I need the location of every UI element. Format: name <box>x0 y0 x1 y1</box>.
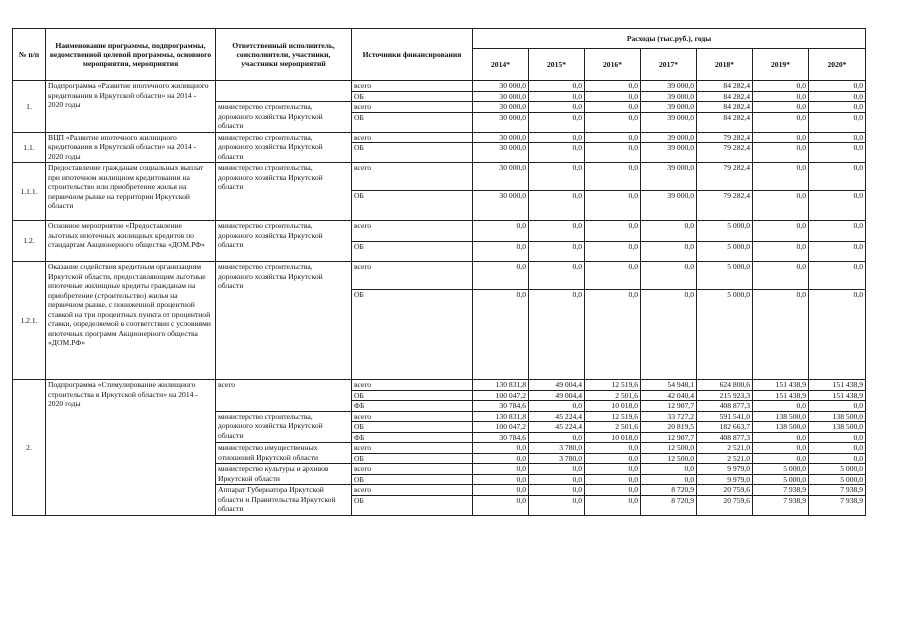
amount-cell: 30 000,0 <box>473 163 529 191</box>
amount-cell: 182 663,7 <box>697 422 753 433</box>
amount-cell: 12 519,6 <box>585 380 641 391</box>
amount-cell: 0,0 <box>585 262 641 290</box>
amount-cell: 0,0 <box>809 132 866 143</box>
amount-cell: 591 541,0 <box>697 411 753 422</box>
amount-cell: 100 047,2 <box>473 390 529 401</box>
amount-cell: 0,0 <box>529 91 585 102</box>
amount-cell: 0,0 <box>529 163 585 191</box>
row-number: 1. <box>13 81 46 133</box>
amount-cell: 45 224,4 <box>529 422 585 433</box>
funding-source: всего <box>352 221 473 242</box>
funding-source: ОБ <box>352 242 473 262</box>
expenses-table <box>12 28 866 516</box>
program-name: ВЦП «Развитие ипотечного жилищного кредитования в Иркутской области» на 2014 - 2020 годы <box>46 132 216 163</box>
amount-cell: 10 018,0 <box>585 401 641 412</box>
amount-cell: 2 521,0 <box>697 453 753 464</box>
amount-cell: 30 000,0 <box>473 132 529 143</box>
header-no: № п/п <box>13 29 46 81</box>
amount-cell: 0,0 <box>641 221 697 242</box>
amount-cell: 0,0 <box>753 453 809 464</box>
amount-cell: 30 000,0 <box>473 81 529 92</box>
amount-cell: 130 831,8 <box>473 411 529 422</box>
amount-cell: 0,0 <box>585 102 641 113</box>
header-year: 2014* <box>473 49 529 81</box>
amount-cell: 0,0 <box>753 191 809 221</box>
amount-cell: 30 000,0 <box>473 91 529 102</box>
amount-cell: 39 000,0 <box>641 112 697 132</box>
amount-cell: 0,0 <box>529 81 585 92</box>
amount-cell: 0,0 <box>641 242 697 262</box>
amount-cell: 151 438,9 <box>809 390 866 401</box>
amount-cell: 0,0 <box>473 495 529 515</box>
amount-cell: 0,0 <box>585 443 641 454</box>
amount-cell: 215 923,3 <box>697 390 753 401</box>
executor-cell: министерство строительства, дорожного хозяйства Иркутской области <box>216 132 352 163</box>
row-number: 2. <box>13 380 46 516</box>
amount-cell: 0,0 <box>753 443 809 454</box>
header-year: 2019* <box>753 49 809 81</box>
amount-cell: 39 000,0 <box>641 102 697 113</box>
amount-cell: 0,0 <box>753 432 809 443</box>
amount-cell: 5 000,0 <box>697 242 753 262</box>
funding-source: ОБ <box>352 91 473 102</box>
amount-cell: 130 831,8 <box>473 380 529 391</box>
amount-cell: 20 759,6 <box>697 495 753 515</box>
amount-cell: 0,0 <box>585 163 641 191</box>
program-name: Подпрограмма «Развитие ипотечного жилищного кредитования в Иркутской области» на 2014 - 2020 годы <box>46 81 216 133</box>
amount-cell: 79 282,4 <box>697 191 753 221</box>
amount-cell: 84 282,4 <box>697 91 753 102</box>
header-year: 2020* <box>809 49 866 81</box>
amount-cell: 0,0 <box>529 221 585 242</box>
program-name: Подпрограмма «Стимулирование жилищного строительства в Иркутской области» на 2014 - 2020 годы <box>46 380 216 516</box>
amount-cell: 0,0 <box>809 81 866 92</box>
funding-source: ОБ <box>352 474 473 485</box>
amount-cell: 151 438,9 <box>753 390 809 401</box>
funding-source: ОБ <box>352 422 473 433</box>
amount-cell: 0,0 <box>585 191 641 221</box>
amount-cell: 42 040,4 <box>641 390 697 401</box>
amount-cell: 0,0 <box>585 242 641 262</box>
table-row <box>13 81 866 92</box>
amount-cell: 0,0 <box>585 495 641 515</box>
amount-cell: 0,0 <box>809 432 866 443</box>
header-executor: Ответственный исполнитель, соисполнители, участники, участники мероприятий <box>216 29 352 81</box>
funding-source: всего <box>352 163 473 191</box>
executor-cell: всего <box>216 380 352 412</box>
funding-source: ОБ <box>352 143 473 163</box>
amount-cell: 0,0 <box>641 474 697 485</box>
funding-source: ОБ <box>352 290 473 380</box>
amount-cell: 138 500,0 <box>809 422 866 433</box>
row-number: 1.1. <box>13 132 46 163</box>
amount-cell: 0,0 <box>809 290 866 380</box>
amount-cell: 0,0 <box>585 290 641 380</box>
amount-cell: 39 000,0 <box>641 143 697 163</box>
amount-cell: 30 784,6 <box>473 401 529 412</box>
amount-cell: 9 979,0 <box>697 464 753 475</box>
budget-table-page <box>12 28 866 516</box>
executor-cell: министерство строительства, дорожного хозяйства Иркутской области <box>216 102 352 133</box>
amount-cell: 0,0 <box>473 242 529 262</box>
amount-cell: 0,0 <box>809 191 866 221</box>
table-row <box>13 221 866 242</box>
header-name: Наименование программы, подпрограммы, ведомственной целевой программы, основного мероприятия, мероприятия <box>46 29 216 81</box>
funding-source: всего <box>352 81 473 92</box>
amount-cell: 7 938,9 <box>809 495 866 515</box>
amount-cell: 0,0 <box>585 464 641 475</box>
header-year: 2016* <box>585 49 641 81</box>
amount-cell: 0,0 <box>529 485 585 496</box>
amount-cell: 30 784,6 <box>473 432 529 443</box>
funding-source: всего <box>352 132 473 143</box>
amount-cell: 0,0 <box>809 242 866 262</box>
amount-cell: 151 438,9 <box>809 380 866 391</box>
funding-source: всего <box>352 464 473 475</box>
amount-cell: 0,0 <box>753 81 809 92</box>
amount-cell: 0,0 <box>753 262 809 290</box>
executor-cell: министерство имущественных отношений Иркутской области <box>216 443 352 464</box>
amount-cell: 0,0 <box>809 262 866 290</box>
header-expenses: Расходы (тыс.руб.), годы <box>473 29 866 49</box>
amount-cell: 3 780,0 <box>529 453 585 464</box>
amount-cell: 2 521,0 <box>697 443 753 454</box>
amount-cell: 0,0 <box>809 443 866 454</box>
amount-cell: 12 500,0 <box>641 453 697 464</box>
program-name: Предоставление гражданам социальных выплат при ипотечном жилищном кредитовании на строительство или приобретение жилья на первичном рынке на территории Иркутской области <box>46 163 216 221</box>
amount-cell: 0,0 <box>809 401 866 412</box>
amount-cell: 0,0 <box>473 453 529 464</box>
amount-cell: 151 438,9 <box>753 380 809 391</box>
amount-cell: 0,0 <box>585 485 641 496</box>
header-year: 2017* <box>641 49 697 81</box>
amount-cell: 0,0 <box>753 143 809 163</box>
amount-cell: 0,0 <box>753 132 809 143</box>
amount-cell: 8 720,9 <box>641 485 697 496</box>
executor-cell <box>216 81 352 102</box>
row-number: 1.2.1. <box>13 262 46 380</box>
amount-cell: 5 000,0 <box>697 290 753 380</box>
amount-cell: 0,0 <box>529 102 585 113</box>
amount-cell: 0,0 <box>809 102 866 113</box>
amount-cell: 30 000,0 <box>473 143 529 163</box>
amount-cell: 0,0 <box>641 262 697 290</box>
funding-source: ФБ <box>352 401 473 412</box>
amount-cell: 49 004,4 <box>529 390 585 401</box>
row-number: 1.1.1. <box>13 163 46 221</box>
amount-cell: 39 000,0 <box>641 163 697 191</box>
amount-cell: 0,0 <box>585 453 641 464</box>
amount-cell: 84 282,4 <box>697 81 753 92</box>
funding-source: ОБ <box>352 390 473 401</box>
funding-source: ОБ <box>352 495 473 515</box>
amount-cell: 20 819,5 <box>641 422 697 433</box>
funding-source: всего <box>352 262 473 290</box>
header-year: 2018* <box>697 49 753 81</box>
amount-cell: 138 500,0 <box>753 422 809 433</box>
amount-cell: 0,0 <box>529 401 585 412</box>
amount-cell: 12 519,6 <box>585 411 641 422</box>
amount-cell: 5 000,0 <box>809 474 866 485</box>
header-year: 2015* <box>529 49 585 81</box>
funding-source: всего <box>352 380 473 391</box>
table-row <box>13 132 866 143</box>
executor-cell: министерство культуры и архивов Иркутской области <box>216 464 352 485</box>
amount-cell: 138 500,0 <box>809 411 866 422</box>
amount-cell: 3 780,0 <box>529 443 585 454</box>
funding-source: всего <box>352 411 473 422</box>
amount-cell: 0,0 <box>529 242 585 262</box>
table-row <box>13 163 866 191</box>
executor-cell: министерство строительства, дорожного хозяйства Иркутской области <box>216 262 352 380</box>
amount-cell: 49 004,4 <box>529 380 585 391</box>
amount-cell: 0,0 <box>753 290 809 380</box>
executor-cell: министерство строительства, дорожного хозяйства Иркутской области <box>216 221 352 262</box>
amount-cell: 0,0 <box>809 112 866 132</box>
funding-source: ОБ <box>352 453 473 464</box>
amount-cell: 0,0 <box>473 262 529 290</box>
amount-cell: 12 907,7 <box>641 401 697 412</box>
amount-cell: 30 000,0 <box>473 102 529 113</box>
amount-cell: 7 938,9 <box>753 485 809 496</box>
table-row <box>13 380 866 391</box>
amount-cell: 7 938,9 <box>809 485 866 496</box>
amount-cell: 33 727,2 <box>641 411 697 422</box>
amount-cell: 0,0 <box>473 474 529 485</box>
amount-cell: 84 282,4 <box>697 112 753 132</box>
header-sources: Источники финансирования <box>352 29 473 81</box>
amount-cell: 30 000,0 <box>473 191 529 221</box>
amount-cell: 0,0 <box>753 91 809 102</box>
amount-cell: 5 000,0 <box>809 464 866 475</box>
amount-cell: 0,0 <box>809 453 866 464</box>
funding-source: всего <box>352 443 473 454</box>
amount-cell: 12 500,0 <box>641 443 697 454</box>
funding-source: всего <box>352 102 473 113</box>
amount-cell: 0,0 <box>753 163 809 191</box>
program-name: Основное мероприятие «Предоставление льготных ипотечных жилищных кредитов по стандартам Акционерного общества «ДОМ.РФ» <box>46 221 216 262</box>
program-name: Оказание содействия кредитным организациям Иркутской области, предоставляющим льготные ипотечные жилищные кредиты гражданам на приобретение (строительство) жилья на первичном рынке, с пониженной процентной ставкой на три процентных пункта от процентной ставки, определяемой в соответствии с условиями ипотечных программ Акционерного общества «ДОМ.РФ» <box>46 262 216 380</box>
row-number: 1.2. <box>13 221 46 262</box>
amount-cell: 0,0 <box>809 91 866 102</box>
amount-cell: 408 877,3 <box>697 401 753 412</box>
amount-cell: 0,0 <box>585 474 641 485</box>
executor-cell: министерство строительства, дорожного хозяйства Иркутской области <box>216 411 352 443</box>
amount-cell: 7 938,9 <box>753 495 809 515</box>
amount-cell: 408 877,3 <box>697 432 753 443</box>
amount-cell: 79 282,4 <box>697 143 753 163</box>
funding-source: ФБ <box>352 432 473 443</box>
amount-cell: 0,0 <box>529 143 585 163</box>
funding-source: всего <box>352 485 473 496</box>
amount-cell: 0,0 <box>529 464 585 475</box>
amount-cell: 84 282,4 <box>697 102 753 113</box>
amount-cell: 0,0 <box>473 464 529 475</box>
amount-cell: 0,0 <box>585 91 641 102</box>
amount-cell: 138 500,0 <box>753 411 809 422</box>
amount-cell: 0,0 <box>529 432 585 443</box>
amount-cell: 100 047,2 <box>473 422 529 433</box>
amount-cell: 0,0 <box>529 290 585 380</box>
amount-cell: 0,0 <box>809 143 866 163</box>
amount-cell: 5 000,0 <box>753 474 809 485</box>
funding-source: ОБ <box>352 191 473 221</box>
amount-cell: 0,0 <box>529 112 585 132</box>
amount-cell: 2 501,6 <box>585 422 641 433</box>
amount-cell: 79 282,4 <box>697 163 753 191</box>
amount-cell: 0,0 <box>753 102 809 113</box>
amount-cell: 39 000,0 <box>641 191 697 221</box>
amount-cell: 39 000,0 <box>641 132 697 143</box>
amount-cell: 0,0 <box>585 112 641 132</box>
amount-cell: 10 018,0 <box>585 432 641 443</box>
amount-cell: 0,0 <box>529 262 585 290</box>
amount-cell: 0,0 <box>529 191 585 221</box>
amount-cell: 0,0 <box>529 474 585 485</box>
amount-cell: 12 907,7 <box>641 432 697 443</box>
amount-cell: 0,0 <box>529 132 585 143</box>
amount-cell: 9 979,0 <box>697 474 753 485</box>
amount-cell: 39 000,0 <box>641 81 697 92</box>
amount-cell: 0,0 <box>585 81 641 92</box>
amount-cell: 0,0 <box>585 132 641 143</box>
amount-cell: 0,0 <box>753 242 809 262</box>
amount-cell: 0,0 <box>529 495 585 515</box>
amount-cell: 2 501,6 <box>585 390 641 401</box>
amount-cell: 0,0 <box>473 443 529 454</box>
amount-cell: 0,0 <box>753 401 809 412</box>
amount-cell: 0,0 <box>641 464 697 475</box>
amount-cell: 30 000,0 <box>473 112 529 132</box>
executor-cell: министерство строительства, дорожного хозяйства Иркутской области <box>216 163 352 221</box>
amount-cell: 54 948,1 <box>641 380 697 391</box>
amount-cell: 0,0 <box>753 221 809 242</box>
amount-cell: 624 800,6 <box>697 380 753 391</box>
amount-cell: 5 000,0 <box>697 221 753 242</box>
amount-cell: 0,0 <box>641 290 697 380</box>
table-row <box>13 262 866 290</box>
amount-cell: 0,0 <box>753 112 809 132</box>
amount-cell: 8 720,9 <box>641 495 697 515</box>
amount-cell: 0,0 <box>809 221 866 242</box>
amount-cell: 39 000,0 <box>641 91 697 102</box>
amount-cell: 79 282,4 <box>697 132 753 143</box>
amount-cell: 0,0 <box>473 485 529 496</box>
amount-cell: 0,0 <box>473 290 529 380</box>
executor-cell: Аппарат Губернатора Иркутской области и Правительства Иркутской области <box>216 485 352 516</box>
funding-source: ОБ <box>352 112 473 132</box>
amount-cell: 20 759,6 <box>697 485 753 496</box>
amount-cell: 0,0 <box>585 143 641 163</box>
amount-cell: 0,0 <box>473 221 529 242</box>
amount-cell: 5 000,0 <box>753 464 809 475</box>
amount-cell: 0,0 <box>585 221 641 242</box>
amount-cell: 45 224,4 <box>529 411 585 422</box>
amount-cell: 0,0 <box>809 163 866 191</box>
amount-cell: 5 000,0 <box>697 262 753 290</box>
